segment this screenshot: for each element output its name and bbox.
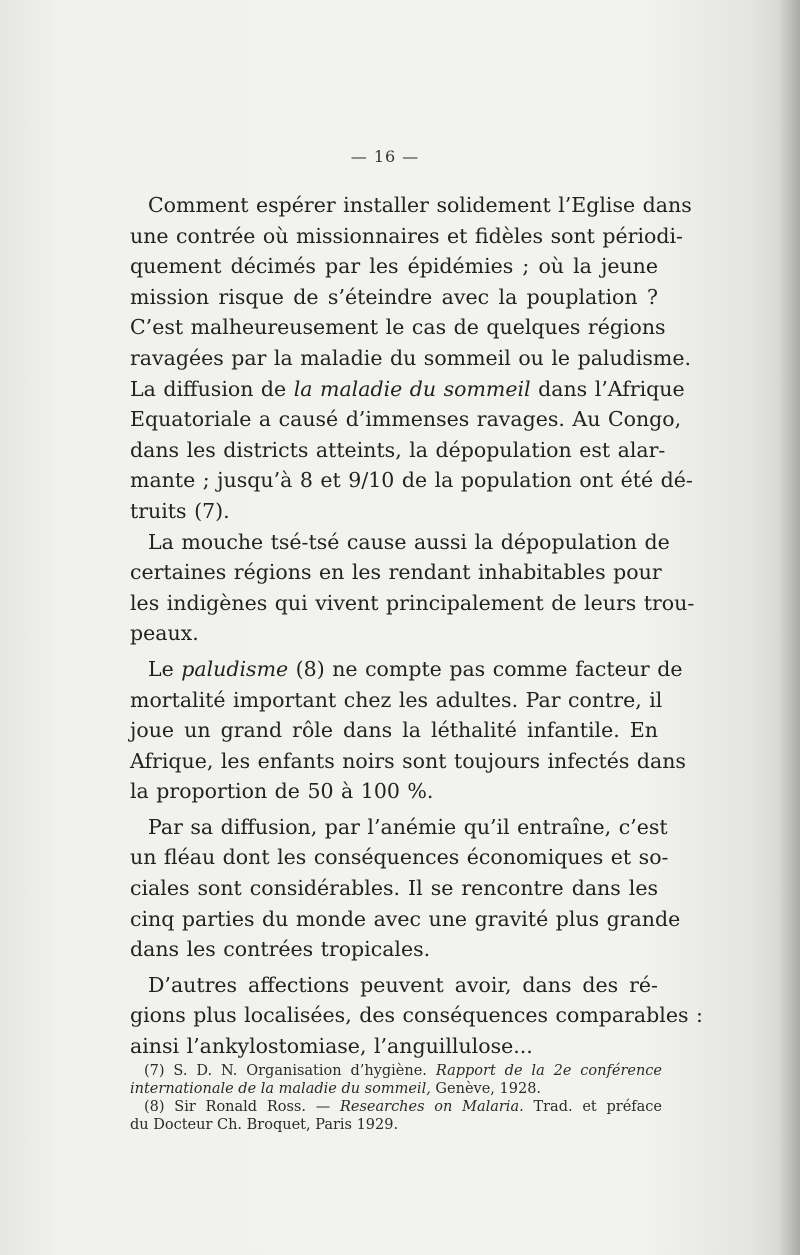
text-line: mante ; jusqu’à 8 et 9/10 de la population ont été dé- bbox=[130, 468, 693, 493]
text-line: mortalité important chez les adultes. Par contre, il bbox=[130, 687, 663, 712]
text-segment: (8) Sir Ronald Ross. — bbox=[144, 1099, 340, 1115]
footnote-7 bbox=[130, 1062, 662, 1080]
italic-title: Rapport de la 2e conférence bbox=[435, 1063, 662, 1079]
footnote-8-cont: du Docteur Ch. Broquet, Paris 1929. bbox=[130, 1117, 399, 1133]
text-segment: dans l’Afrique bbox=[530, 376, 685, 401]
text-line: peaux. bbox=[130, 621, 199, 646]
body-text bbox=[130, 190, 703, 1062]
text-line: mission risque de s’éteindre avec la pouplation ? bbox=[130, 284, 658, 309]
text-line: Equatoriale a causé d’immenses ravages. Au Congo, bbox=[130, 407, 682, 432]
text-line: une contrée où missionnaires et fidèles sont périodi- bbox=[130, 223, 683, 248]
text-line: D’autres affections peuvent avoir, dans des ré- bbox=[148, 972, 658, 997]
paragraph-4 bbox=[130, 654, 686, 807]
italic-term: paludisme bbox=[181, 656, 289, 681]
italic-title: Researches on Malaria. bbox=[339, 1099, 524, 1115]
italic-term: la maladie du sommeil bbox=[293, 376, 531, 401]
italic-title: internationale de la maladie du sommeil, bbox=[130, 1081, 431, 1097]
text-line: certaines régions en les rendant inhabitables pour bbox=[130, 560, 662, 585]
text-line: C’est malheureusement le cas de quelques régions bbox=[130, 315, 666, 340]
footnote-7-cont bbox=[130, 1080, 662, 1098]
text-line: cinq parties du monde avec une gravité plus grande bbox=[130, 906, 681, 931]
text-line: un fléau dont les conséquences économiques et so- bbox=[130, 845, 669, 870]
text-line: ravagées par la maladie du sommeil ou le paludisme. bbox=[130, 345, 691, 370]
text-segment: La diffusion de bbox=[130, 376, 294, 401]
text-line: dans les contrées tropicales. bbox=[130, 937, 431, 962]
footnotes bbox=[130, 1062, 662, 1134]
text-line: joue un grand rôle dans la léthalité infantile. En bbox=[130, 718, 658, 743]
footnote-8 bbox=[130, 1098, 662, 1116]
page-number: — 16 — bbox=[350, 147, 420, 166]
text-line: La mouche tsé-tsé cause aussi la dépopulation de bbox=[148, 529, 670, 554]
text-segment: (7) S. D. N. Organisation d’hygiène. bbox=[144, 1063, 436, 1079]
text-line: ainsi l’ankylostomiase, l’anguillulose... bbox=[130, 1034, 533, 1059]
text-line: quement décimés par les épidémies ; où la jeune bbox=[130, 254, 658, 279]
text-line: truits (7). bbox=[130, 498, 230, 523]
text-line: dans les districts atteints, la dépopulation est alar- bbox=[130, 437, 666, 462]
text-segment: Trad. et préface bbox=[523, 1099, 662, 1115]
text-line: la proportion de 50 à 100 %. bbox=[130, 779, 434, 804]
paragraph-3 bbox=[130, 527, 695, 649]
text-line: Afrique, les enfants noirs sont toujours infectés dans bbox=[130, 748, 686, 773]
text-line: Par sa diffusion, par l’anémie qu’il entraîne, c’est bbox=[148, 814, 668, 839]
paragraph-1 bbox=[130, 190, 692, 374]
paragraph-2 bbox=[130, 374, 693, 527]
text-segment: Le bbox=[148, 656, 182, 681]
text-line: ciales sont considérables. Il se rencontre dans les bbox=[130, 876, 658, 901]
text-segment: (8) ne compte pas comme facteur de bbox=[288, 656, 683, 681]
paragraph-5 bbox=[130, 812, 681, 965]
paragraph-6 bbox=[130, 970, 703, 1062]
text-line: Comment espérer installer solidement l’Eglise dans bbox=[148, 193, 692, 217]
text-line: gions plus localisées, des conséquences comparables : bbox=[130, 1003, 703, 1028]
page-edge-shadow bbox=[778, 0, 800, 1255]
text-line bbox=[130, 654, 683, 685]
text-segment: Genève, 1928. bbox=[430, 1081, 542, 1097]
text-line: les indigènes qui vivent principalement de leurs trou- bbox=[130, 590, 695, 615]
text-line bbox=[130, 374, 685, 405]
